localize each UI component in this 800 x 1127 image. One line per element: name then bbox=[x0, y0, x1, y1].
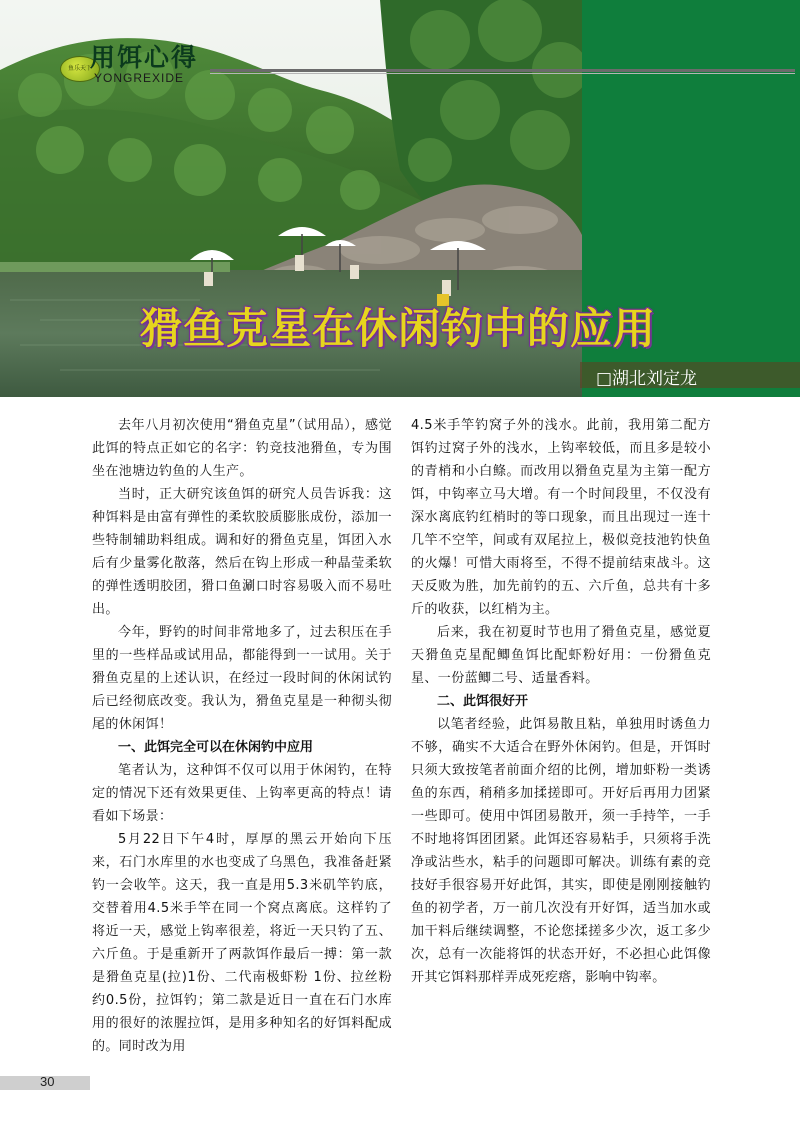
author-byline: □湖北刘定龙 bbox=[596, 369, 698, 389]
section-subtitle: YONGREXIDE bbox=[94, 71, 185, 85]
magazine-logo-badge: 鱼乐天下 bbox=[60, 56, 100, 82]
left-column bbox=[92, 414, 392, 1058]
paragraph: 去年八月初次使用“猾鱼克星”（试用品），感觉此饵的特点正如它的名字：钓竞技池猾鱼，专为围坐在池塘边钓鱼的人生产。 bbox=[92, 418, 392, 479]
paragraph: 笔者认为，这种饵不仅可以用于休闲钓，在特定的情况下还有效果更佳、上钩率更高的特点！请看如下场景： bbox=[92, 763, 392, 824]
paragraph: 当时，正大研究该鱼饵的研究人员告诉我：这种饵料是由富有弹性的柔软胶质膨胀成份，添加一些特制辅助料组成。调和好的猾鱼克星，饵团入水后有少量雾化散落，然后在钩上形成一种晶莹柔软的弹性透明胶团，猾口鱼涮口时容易吸入而不易吐出。 bbox=[92, 487, 392, 617]
header-rule-thin bbox=[210, 73, 795, 74]
header-rule bbox=[210, 69, 795, 72]
paragraph: 5月22日下午4时，厚厚的黑云开始向下压来，石门水库里的水也变成了乌黑色，我准备赶紧钓一会收竿。这天，我一直是用5.3米矶竿钓底，交替着用4.5米手竿在同一个窝点离底。这样钓了将近一天，感觉上钩率很差，将近一天只钓了五、六斤鱼。于是重新开了两款饵作最后一搏：第一款是猾鱼克星(拉)1份、二代南极虾粉 1份、拉丝粉约0.5份，拉饵钓；第二款是近日一直在石门水库用的很好的浓腥拉饵，是用多种知名的好饵料配成的。同时改为用 bbox=[92, 832, 392, 1054]
paragraph: 今年，野钓的时间非常地多了，过去积压在手里的一些样品或试用品，都能得到一一试用。关于猾鱼克星的上述认识，在经过一段时间的休闲试钓后已经彻底改变。我认为，猾鱼克星是一种彻头彻尾的休闲饵！ bbox=[92, 625, 392, 732]
article-title: 猾鱼克星在休闲钓中的应用 bbox=[140, 304, 657, 353]
paragraph-continued: 4.5米手竿钓窝子外的浅水。此前，我用第二配方饵钓过窝子外的浅水，上钩率较低，而且多是较小的青梢和小白鲦。而改用以猾鱼克星为主第一配方饵，中钩率立马大增。有一个时间段里，不仅没有深水离底钓红梢时的等口现象，而且出现过一连十几竿不空竿，间或有双尾拉上，极似竞技池钓快鱼的火爆！可惜大雨将至，不得不提前结束战斗。这天反败为胜，加先前钓的五、六斤鱼，总共有十多斤的收获，以红梢为主。 bbox=[411, 418, 711, 617]
page-number: 30 bbox=[40, 1074, 55, 1089]
section-heading: 二、此饵很好开 bbox=[437, 694, 529, 709]
paragraph: 以笔者经验，此饵易散且粘，单独用时诱鱼力不够，确实不大适合在野外休闲钓。但是，开饵时只须大致按笔者前面介绍的比例，增加虾粉一类诱鱼的东西，稍稍多加揉搓即可。开好后再用力团紧一些即可。使用中饵团易散开，须一手持竿，一手不时地将饵团团紧。此饵还容易粘手，只须将手洗净或沾些水，粘手的问题即可解决。训练有素的竞技好手很容易开好此饵，其实，即使是刚刚接触钓鱼的初学者，万一前几次没有开好饵，适当加水或加干料后继续调整，不论您揉搓多少次，返工多少次，总有一次能将饵的状态开好，不必担心此饵像开其它饵料那样弄成死疙瘩，影响中钩率。 bbox=[411, 717, 711, 985]
section-title: 用饵心得 bbox=[90, 43, 199, 72]
section-heading: 一、此饵完全可以在休闲钓中应用 bbox=[118, 740, 314, 755]
right-column bbox=[411, 414, 711, 989]
section-header bbox=[60, 38, 800, 98]
paragraph: 后来，我在初夏时节也用了猾鱼克星，感觉夏天猾鱼克星配鲫鱼饵比配虾粉好用：一份猾鱼克星、一份蓝鲫二号、适量香料。 bbox=[411, 625, 711, 686]
